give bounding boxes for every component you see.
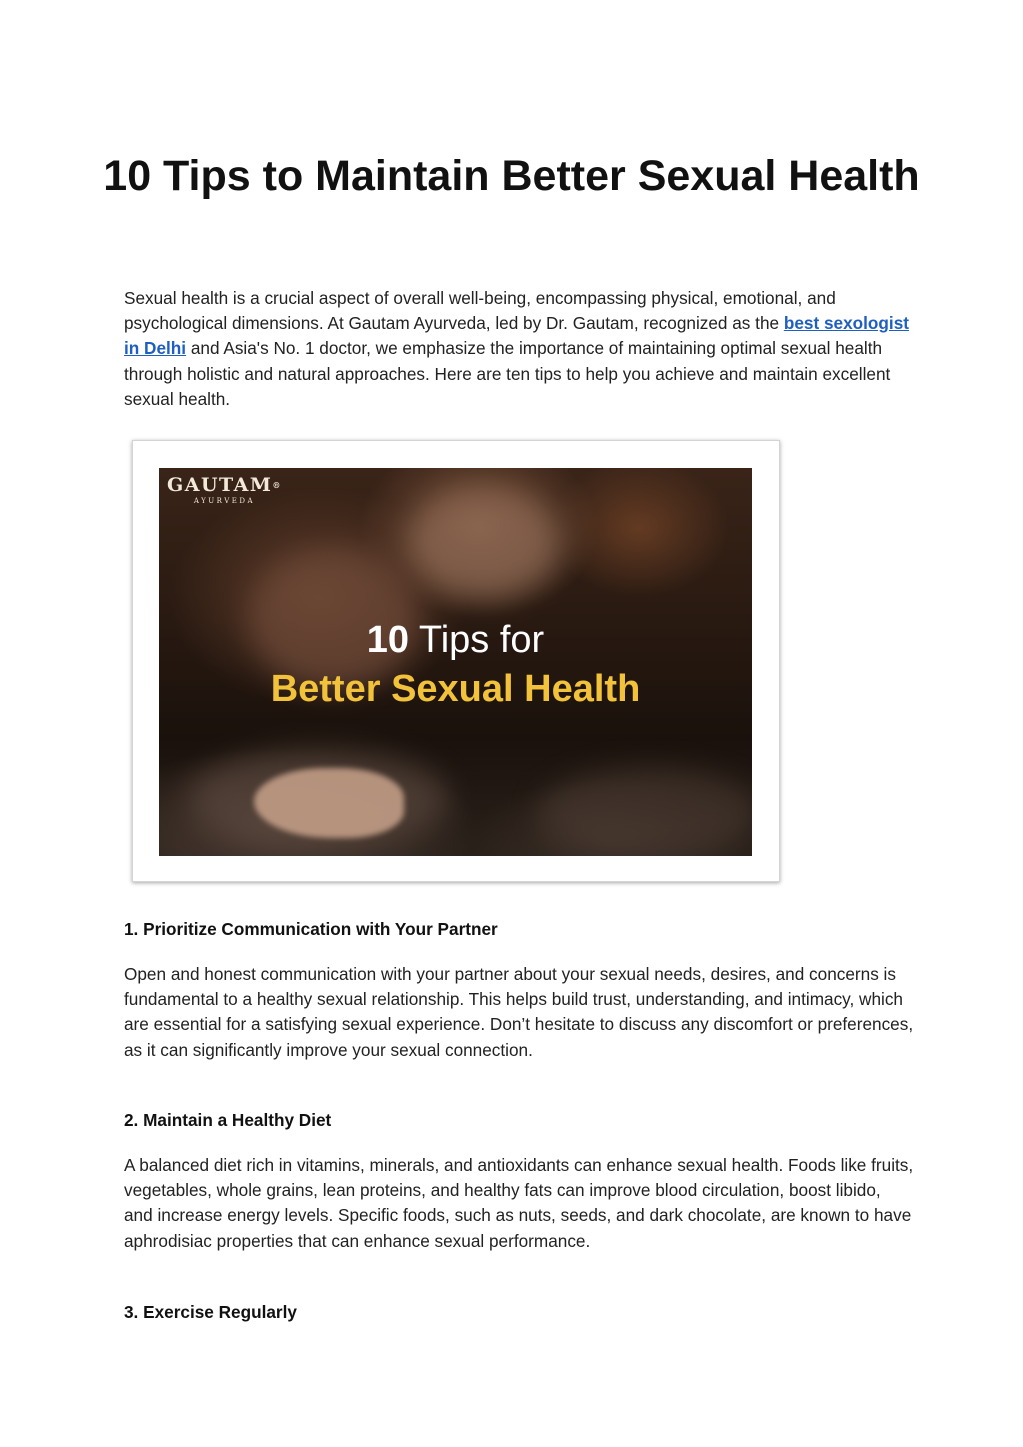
banner-line1-text: Tips for [409,619,545,661]
article-image-frame [132,440,780,882]
registered-mark: ® [272,480,282,490]
banner-headline-line1 [159,618,752,662]
banner-number: 10 [366,619,410,661]
intro-paragraph [124,286,914,412]
tip-1-heading: 1. Prioritize Communication with Your Partner [124,919,498,939]
tip-2-body: A balanced diet rich in vitamins, minerals, and antioxidants can enhance sexual health. Foods like fruits, vegetables, whole grains, lean proteins, and healthy fats can improve blood circulation, boost libido, and increase energy levels. Specific foods, such as nuts, seeds, and dark chocolate, are known to have aphrodisiac properties that can enhance sexual performance. [124,1155,914,1251]
brand-name: GAUTAM [167,474,273,496]
tip-1-body: Open and honest communication with your partner about your sexual needs, desires, and concerns is fundamental to a healthy sexual relationship. This helps build trust, understanding, and intimacy, which are essential for a satisfying sexual experience. Don’t hesitate to discuss any discomfort or preferences, as it can significantly improve your sexual connection. [124,964,914,1060]
brand-subtitle: AYURVEDA [193,497,256,505]
brand-logo-name [167,474,282,496]
best-sexologist-link[interactable]: best sexologist in Delhi [124,313,909,359]
banner-blur-shape [539,768,752,856]
tip-3-heading: 3. Exercise Regularly [124,1302,297,1322]
intro-text-start: Sexual health is a crucial aspect of overall well-being, encompassing physical, emotional, and psychological dimensions. At Gautam Ayurveda, led by Dr. Gautam, recognized as the [124,288,836,334]
brand-logo [167,474,282,506]
intro-text-end: and Asia's No. 1 doctor, we emphasize the importance of maintaining optimal sexual health through holistic and natural approaches. Here are ten tips to help you achieve and maintain excellent sexual health. [124,338,891,409]
tip-2-heading: 2. Maintain a Healthy Diet [124,1110,332,1130]
page-title: 10 Tips to Maintain Better Sexual Health [103,152,920,200]
banner-headline-line2: Better Sexual Health [270,668,641,710]
banner-blur-shape [409,488,559,598]
article-banner-image [159,468,752,856]
